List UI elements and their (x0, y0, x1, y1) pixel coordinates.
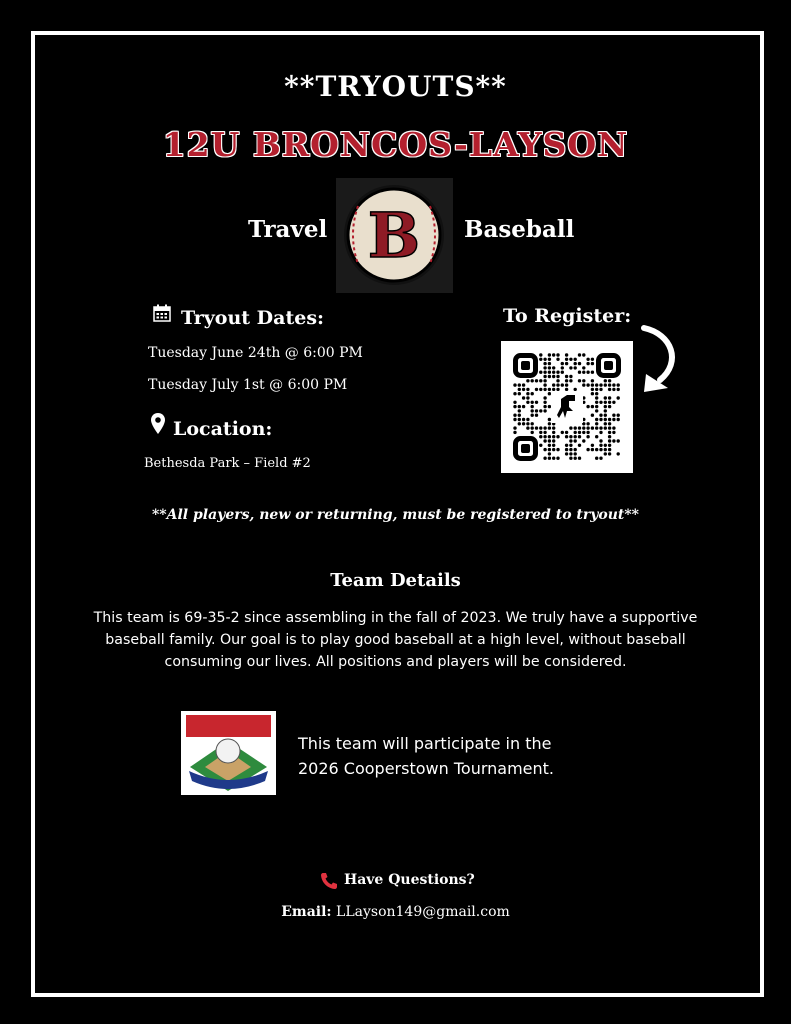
logo-letter: B (367, 199, 421, 272)
team-name: 12U BRONCOS-LAYSON (162, 125, 629, 164)
team-details-title: Team Details (330, 570, 461, 591)
cooperstown-line: This team will participate in the (298, 734, 552, 753)
map-pin-icon (151, 413, 165, 435)
travel-label: Travel (248, 216, 328, 243)
cooperstown-note (298, 731, 554, 781)
tryout-date: Tuesday July 1st @ 6:00 PM (148, 377, 348, 393)
tryouts-heading: **TRYOUTS** (284, 70, 507, 103)
phone-icon (320, 872, 338, 890)
curved-arrow-icon (638, 322, 684, 394)
contact-email (0, 904, 791, 920)
team-logo (336, 178, 453, 293)
registration-qr-code[interactable] (501, 341, 633, 473)
email-link[interactable]: LLayson149@gmail.com (336, 904, 510, 920)
register-title: To Register: (503, 305, 632, 327)
cooperstown-dreams-park-logo (181, 711, 276, 795)
location-title: Location: (173, 418, 273, 440)
have-questions-label: Have Questions? (344, 872, 475, 888)
email-label: Email: (281, 904, 332, 920)
location-value: Bethesda Park – Field #2 (144, 456, 311, 471)
team-details-body: This team is 69-35-2 since assembling in the fall of 2023. We truly have a supportive baseball family. Our goal is to play good baseball at a high level, without baseball consuming our lives. All positions and players will be considered. (93, 610, 698, 670)
baseball-label: Baseball (464, 216, 575, 243)
tryout-dates-title: Tryout Dates: (181, 307, 325, 329)
cooperstown-line: 2026 Cooperstown Tournament. (298, 759, 554, 778)
registration-requirement: **All players, new or returning, must be registered to tryout** (151, 507, 640, 523)
tryout-date: Tuesday June 24th @ 6:00 PM (148, 345, 363, 361)
calendar-icon (153, 304, 171, 322)
